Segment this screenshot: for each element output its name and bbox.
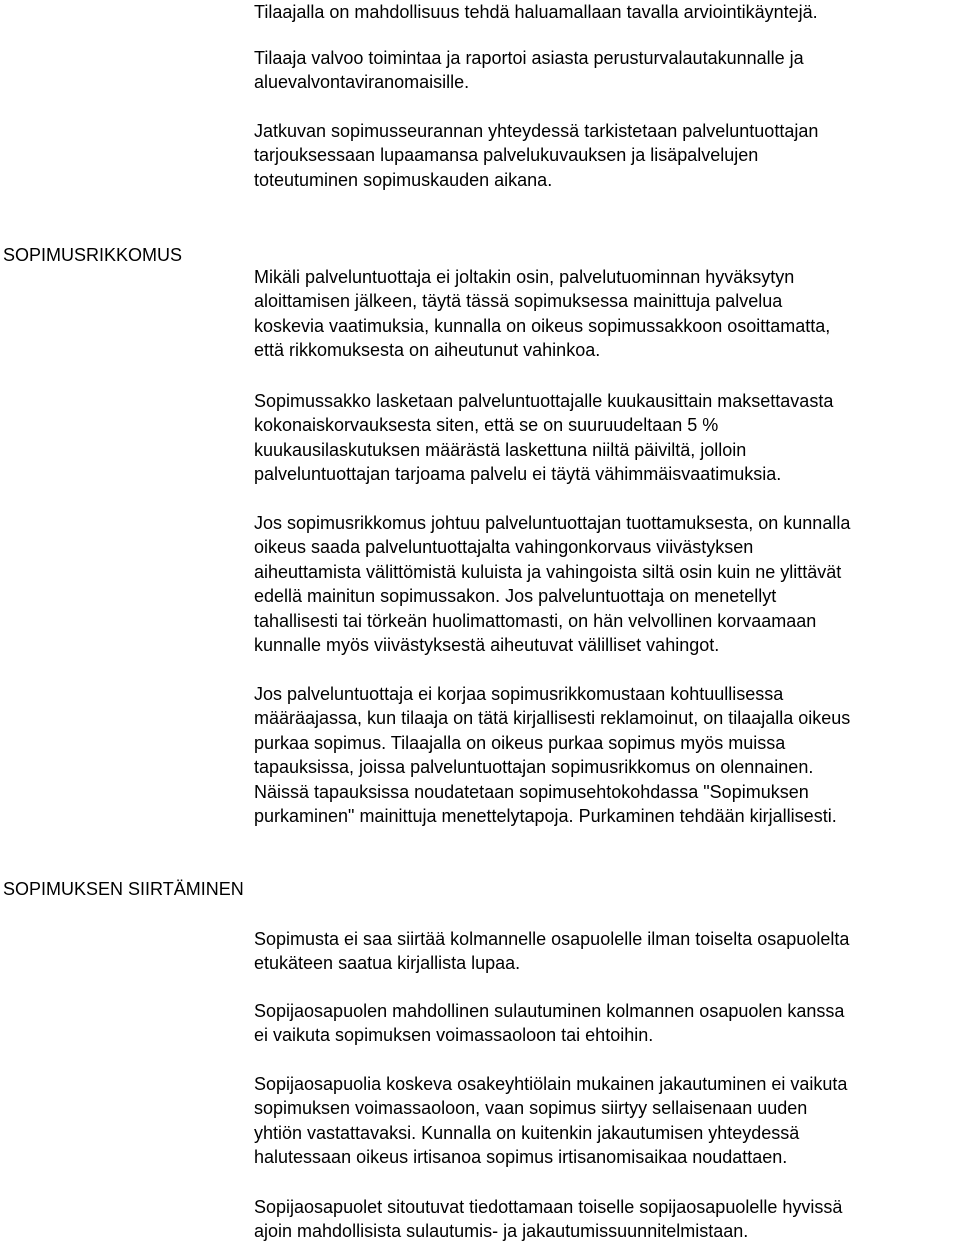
intro-paragraph-2: Tilaaja valvoo toimintaa ja raportoi asiasta perusturvalautakunnalle ja aluevalvontaviranomaisille.	[254, 48, 804, 93]
siirtaminen-paragraph-2: Sopijaosapuolen mahdollinen sulautuminen kolmannen osapuolen kanssa ei vaikuta sopimuksen voimassaoloon tai ehtoihin.	[254, 1001, 845, 1046]
intro-paragraph-3: Jatkuvan sopimusseurannan yhteydessä tarkistetaan palveluntuottajan tarjouksessaan lupaamansa palvelukuvauksen ja lisäpalvelujen toteutuminen sopimuskauden aikana.	[254, 121, 819, 190]
siirtaminen-paragraph-4: Sopijaosapuolet sitoutuvat tiedottamaan toiselle sopijaosapuolelle hyvissä ajoin mahdollisista sulautumis- ja jakautumissuunnitelmistaan.	[254, 1197, 843, 1242]
intro-paragraph-1: Tilaajalla on mahdollisuus tehdä haluamallaan tavalla arviointikäyntejä.	[254, 2, 818, 22]
section-heading-sopimuksen-siirtaminen: SOPIMUKSEN SIIRTÄMINEN	[3, 879, 244, 899]
sopimusrikkomus-paragraph-2: Sopimussakko lasketaan palveluntuottajalle kuukausittain maksettavasta kokonaiskorvauksesta siten, että se on suuruudeltaan 5 % kuukausilaskutuksen määrästä laskettuna niiltä päiviltä, jolloin palveluntuottajan tarjoama palvelu ei täytä vähimmäisvaatimuksia.	[254, 391, 834, 485]
siirtaminen-paragraph-1: Sopimusta ei saa siirtää kolmannelle osapuolelle ilman toiselta osapuolelta etukäteen saatua kirjallista lupaa.	[254, 929, 850, 974]
siirtaminen-paragraph-3: Sopijaosapuolia koskeva osakeyhtiölain mukainen jakautuminen ei vaikuta sopimuksen voimassaoloon, vaan sopimus siirtyy sellaisenaan uuden yhtiön vastattavaksi. Kunnalla on kuitenkin jakautumisen yhteydessä halutessaan oikeus irtisanoa sopimus irtisanomisaikaa noudattaen.	[254, 1074, 848, 1168]
section-heading-sopimusrikkomus: SOPIMUSRIKKOMUS	[3, 245, 183, 265]
sopimusrikkomus-paragraph-1: Mikäli palveluntuottaja ei joltakin osin, palvelutuominnan hyväksytyn aloittamisen jälkeen, täytä tässä sopimuksessa mainittuja palvelua koskevia vaatimuksia, kunnalla on oikeus sopimussakkoon osoittamatta, että rikkomuksesta on aiheutunut vahinkoa.	[254, 267, 831, 361]
sopimusrikkomus-paragraph-4: Jos palveluntuottaja ei korjaa sopimusrikkomustaan kohtuullisessa määräajassa, kun tilaaja on tätä kirjallisesti reklamoinut, on tilaajalla oikeus purkaa sopimus. Tilaajalla on oikeus purkaa sopimus myös muissa tapauksissa, joissa palveluntuottajan sopimusrikkomus on olennainen. Näissä tapauksissa noudatetaan sopimusehtokohdassa "Sopimuksen purkaminen" mainittuja menettelytapoja. Purkaminen tehdään kirjallisesti.	[254, 684, 851, 827]
sopimusrikkomus-paragraph-3: Jos sopimusrikkomus johtuu palveluntuottajan tuottamuksesta, on kunnalla oikeus saada palveluntuottajalta vahingonkorvaus viivästyksen aiheuttamista välittömistä kuluista ja vahingoista siltä osin kuin ne ylittävät edellä mainitun sopimussakon. Jos palveluntuottaja on menetellyt tahallisesti tai törkeän huolimattomasti, on hän velvollinen korvaamaan kunnalle myös viivästyksestä aiheutuvat välilliset vahingot.	[254, 513, 851, 656]
